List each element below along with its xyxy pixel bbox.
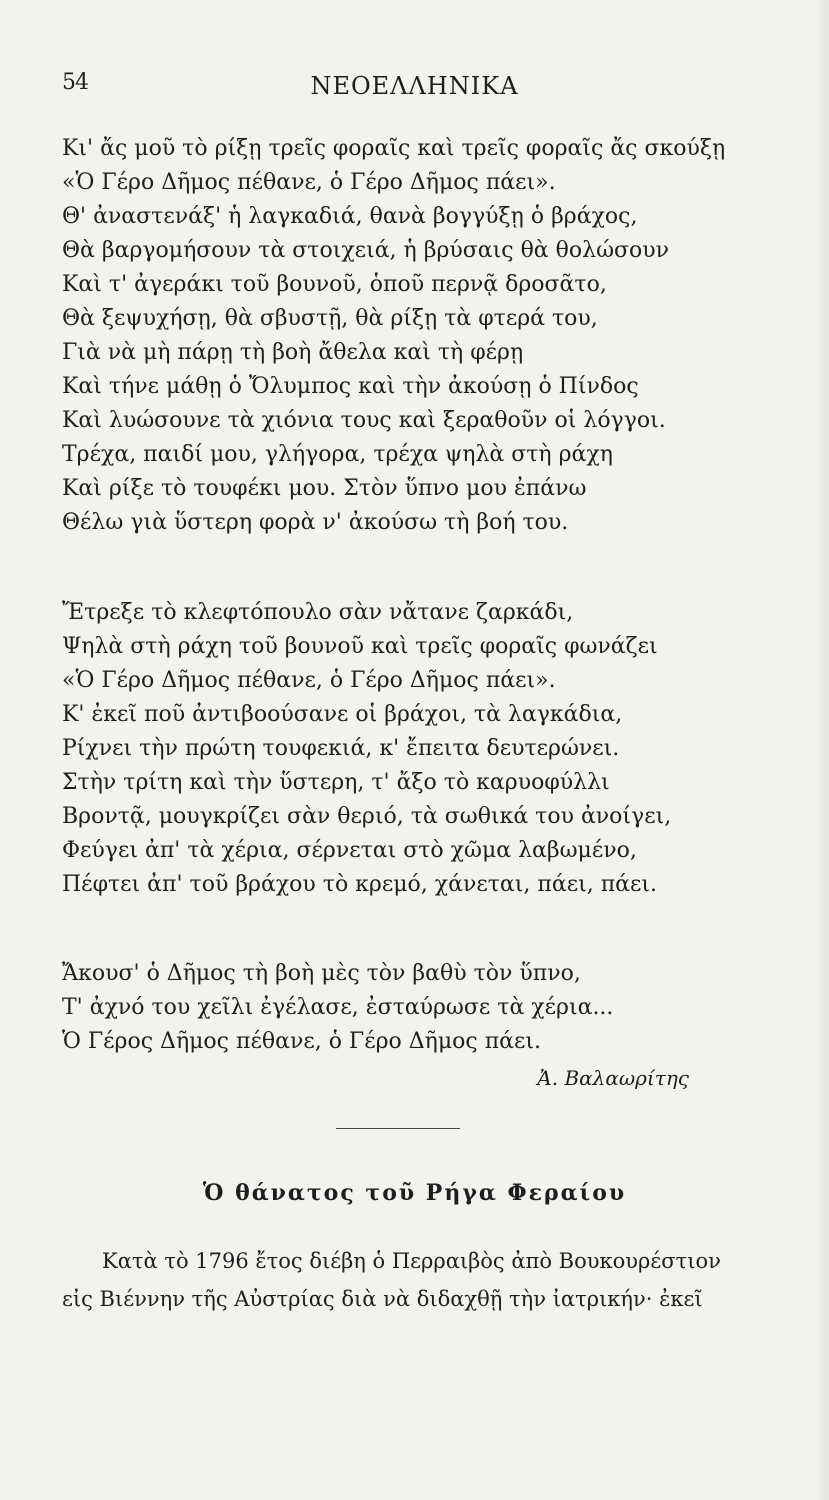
verse-line: Θέλω γιὰ ὕστερη φορὰ ν' ἀκούσω τὴ βοή του. <box>62 510 569 535</box>
verse-line: Βροντᾷ, μουγκρίζει σὰν θεριό, τὰ σωθικά του ἀνοίγει, <box>62 804 672 829</box>
verse-line: Ρίχνει τὴν πρώτη τουφεκιά, κ' ἔπειτα δευτερώνει. <box>62 736 620 761</box>
running-title: ΝΕΟΕΛΛΗΝΙΚΑ <box>310 72 519 100</box>
verse-line: Καὶ τ' ἀγεράκι τοῦ βουνοῦ, ὁποῦ περνᾷ δροσᾶτο, <box>62 272 607 297</box>
verse-line: Θὰ ξεψυχήσῃ, θὰ σβυστῇ, θὰ ρίξῃ τὰ φτερά του, <box>62 306 598 331</box>
verse-line: «Ὁ Γέρο Δῆμος πέθανε, ὁ Γέρο Δῆμος πάει». <box>62 668 556 693</box>
verse-line: Ψηλὰ στὴ ράχη τοῦ βουνοῦ καὶ τρεῖς φοραῖς φωνάζει <box>62 634 658 659</box>
poem-stanza-1 <box>62 132 822 540</box>
verse-line: Τ' ἀχνό του χεῖλι ἐγέλασε, ἐσταύρωσε τὰ χέρια... <box>62 995 614 1020</box>
verse-line: Καὶ ρίξε τὸ τουφέκι μου. Στὸν ὕπνο μου ἐπάνω <box>62 476 587 501</box>
poem-stanza-3 <box>62 957 822 1059</box>
prose-paragraph <box>62 1242 822 1318</box>
verse-line: Πέφτει ἀπ' τοῦ βράχου τὸ κρεμό, χάνεται, πάει, πάει. <box>62 872 658 897</box>
verse-line: Φεύγει ἀπ' τὰ χέρια, σέρνεται στὸ χῶμα λαβωμένο, <box>62 838 637 863</box>
verse-line: Γιὰ νὰ μὴ πάρῃ τὴ βοὴ ἄθελα καὶ τὴ φέρῃ <box>62 340 524 365</box>
section-title: Ὁ θάνατος τοῦ Ρήγα Φεραίου <box>202 1180 627 1206</box>
verse-line: Ἔτρεξε τὸ κλεφτόπουλο σὰν νἄτανε ζαρκάδι, <box>62 600 574 625</box>
verse-line: Κ' ἐκεῖ ποῦ ἀντιβοούσανε οἱ βράχοι, τὰ λαγκάδια, <box>62 702 623 727</box>
prose-line: Κατὰ τὸ 1796 ἔτος διέβη ὁ Περραιβὸς ἀπὸ Βουκουρέστιον <box>102 1249 721 1273</box>
verse-line: Κι' ἄς μοῦ τὸ ρίξῃ τρεῖς φοραῖς καὶ τρεῖς φοραῖς ἄς σκούξῃ <box>62 136 726 161</box>
verse-line: Στὴν τρίτη καὶ τὴν ὕστερη, τ' ἄξο τὸ καρυοφύλλι <box>62 770 610 795</box>
verse-line: Καὶ λυώσουνε τὰ χιόνια τους καὶ ξεραθοῦν οἱ λόγγοι. <box>62 408 666 433</box>
prose-line: εἰς Βιέννην τῆς Αὐστρίας διὰ νὰ διδαχθῇ τὴν ἰατρικήν· ἐκεῖ <box>62 1287 703 1311</box>
verse-line: Θ' ἀναστενάξ' ἡ λαγκαδιά, θανὰ βογγύξῃ ὁ βράχος, <box>62 204 638 229</box>
verse-line: Ὁ Γέρος Δῆμος πέθανε, ὁ Γέρο Δῆμος πάει. <box>62 1029 542 1054</box>
page-number: 54 <box>62 70 88 95</box>
verse-line: Ἄκουσ' ὁ Δῆμος τὴ βοὴ μὲς τὸν βαθὺ τὸν ὕπνο, <box>62 961 581 986</box>
section-divider <box>336 1128 460 1129</box>
verse-line: Θὰ βαργομήσουν τὰ στοιχειά, ἡ βρύσαις θὰ θολώσουν <box>62 238 670 263</box>
verse-line: «Ὁ Γέρο Δῆμος πέθανε, ὁ Γέρο Δῆμος πάει». <box>62 170 556 195</box>
verse-line: Τρέχα, παιδί μου, γλήγορα, τρέχα ψηλὰ στὴ ράχη <box>62 442 613 467</box>
poem-stanza-2 <box>62 596 822 902</box>
verse-line: Καὶ τήνε μάθῃ ὁ Ὄλυμπος καὶ τὴν ἀκούσῃ ὁ Πίνδος <box>62 374 639 399</box>
author-signature: Ἀ. Βαλαωρίτης <box>537 1066 689 1090</box>
